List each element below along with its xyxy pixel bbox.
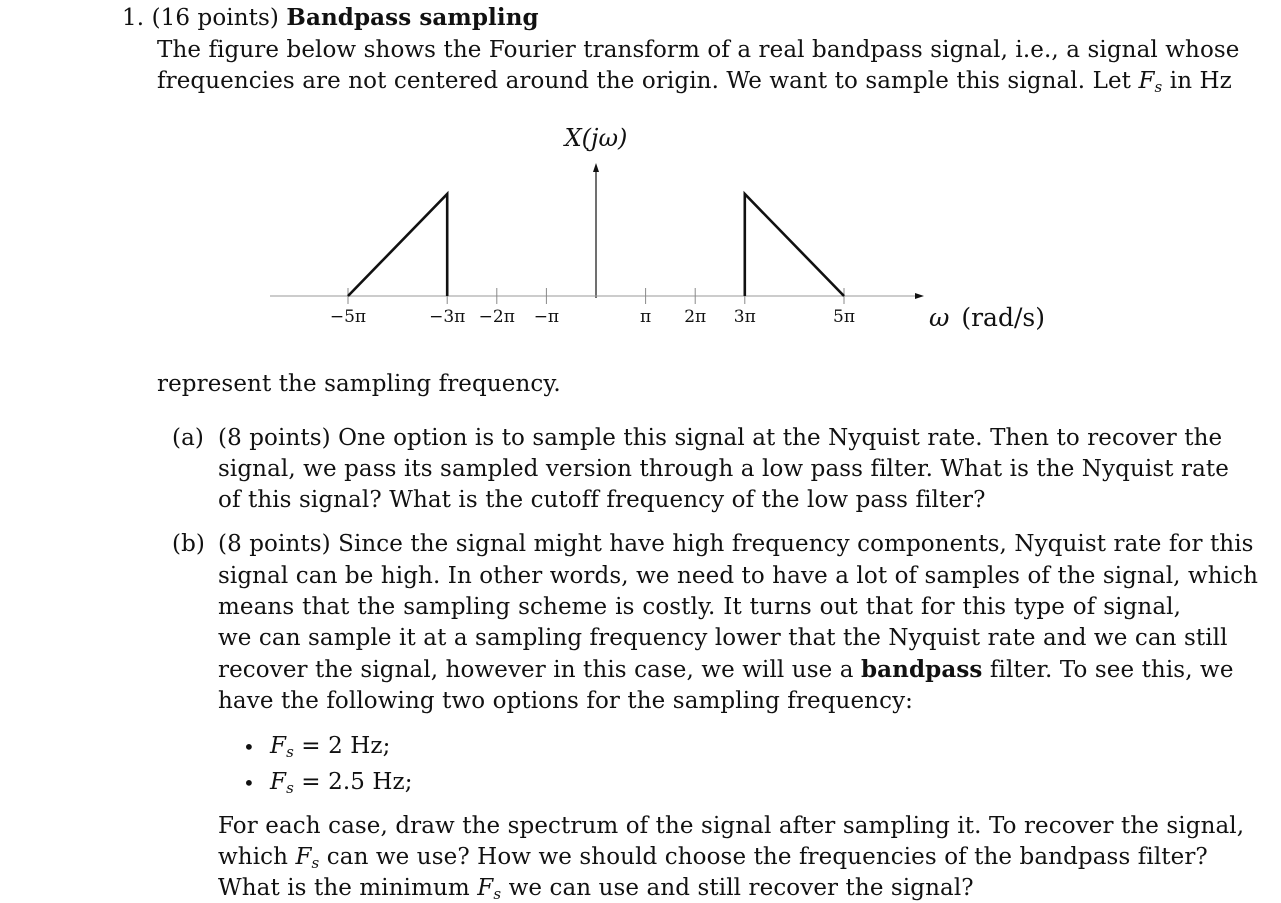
part-b-line-3: means that the sampling scheme is costly. It turns out that for this type of signal, bbox=[218, 594, 1181, 620]
x-tick-label: 5π bbox=[833, 307, 855, 327]
problem-heading bbox=[122, 4, 539, 32]
part-b-question-2: which $F_s$ can we use? How we should choose the frequencies of the bandpass filter? bbox=[218, 844, 1208, 872]
x-tick-label: −π bbox=[533, 307, 560, 327]
bullet-dot-2: • bbox=[243, 771, 255, 795]
problem-number: 1. bbox=[122, 5, 145, 31]
intro-line-1: The figure below shows the Fourier transform of a real bandpass signal, i.e., a signal whose bbox=[157, 37, 1240, 63]
x-tick-label: −2π bbox=[478, 307, 515, 327]
x-axis-arrow bbox=[915, 293, 924, 299]
intro-line-3: represent the sampling frequency. bbox=[157, 371, 561, 397]
bullet-item-1: $F_s = 2$ Hz; bbox=[270, 733, 391, 761]
x-tick-label: 3π bbox=[733, 307, 756, 327]
positive-band-triangle bbox=[745, 194, 844, 296]
negative-band-triangle bbox=[348, 194, 447, 296]
intro-line-2: frequencies are not centered around the origin. We want to sample this signal. Let $F_s$ in Hz bbox=[157, 68, 1232, 96]
y-axis-arrow bbox=[593, 163, 599, 172]
x-tick-label: 2π bbox=[684, 307, 707, 327]
bullet-item-2: $F_s = 2.5$ Hz; bbox=[270, 769, 413, 797]
part-b-line-4: we can sample it at a sampling frequency lower that the Nyquist rate and we can still bbox=[218, 625, 1228, 651]
part-a-line-3: of this signal? What is the cutoff frequency of the low pass filter? bbox=[218, 487, 986, 513]
y-axis-label: X(jω) bbox=[564, 124, 628, 152]
part-a-line-1: (8 points) One option is to sample this signal at the Nyquist rate. Then to recover the bbox=[218, 425, 1223, 451]
x-axis-label: ω (rad/s) bbox=[929, 303, 1045, 332]
x-tick-label: −3π bbox=[429, 307, 466, 327]
part-a-line-2: signal, we pass its sampled version through a low pass filter. What is the Nyquist rate bbox=[218, 456, 1229, 482]
part-b-line-1: (8 points) Since the signal might have high frequency components, Nyquist rate for this bbox=[218, 531, 1254, 557]
part-b-line-5: recover the signal, however in this case, we will use a bandpass filter. To see this, we bbox=[218, 656, 1234, 683]
part-b-line-2: signal can be high. In other words, we need to have a lot of samples of the signal, which bbox=[218, 563, 1259, 589]
part-b-question-1: For each case, draw the spectrum of the signal after sampling it. To recover the signal, bbox=[218, 813, 1245, 839]
bullet-dot-1: • bbox=[243, 735, 255, 759]
problem-points: (16 points) bbox=[151, 5, 279, 31]
part-b-question-3: What is the minimum $F_s$ we can use and still recover the signal? bbox=[218, 875, 974, 903]
x-tick-label: π bbox=[640, 307, 652, 327]
fourier-transform-figure bbox=[0, 110, 1281, 360]
x-tick-label: −5π bbox=[329, 307, 367, 327]
part-b-label: (b) bbox=[172, 531, 205, 557]
part-b-line-6: have the following two options for the sampling frequency: bbox=[218, 688, 914, 714]
problem-title: Bandpass sampling bbox=[286, 4, 539, 31]
part-a-label: (a) bbox=[172, 425, 204, 451]
